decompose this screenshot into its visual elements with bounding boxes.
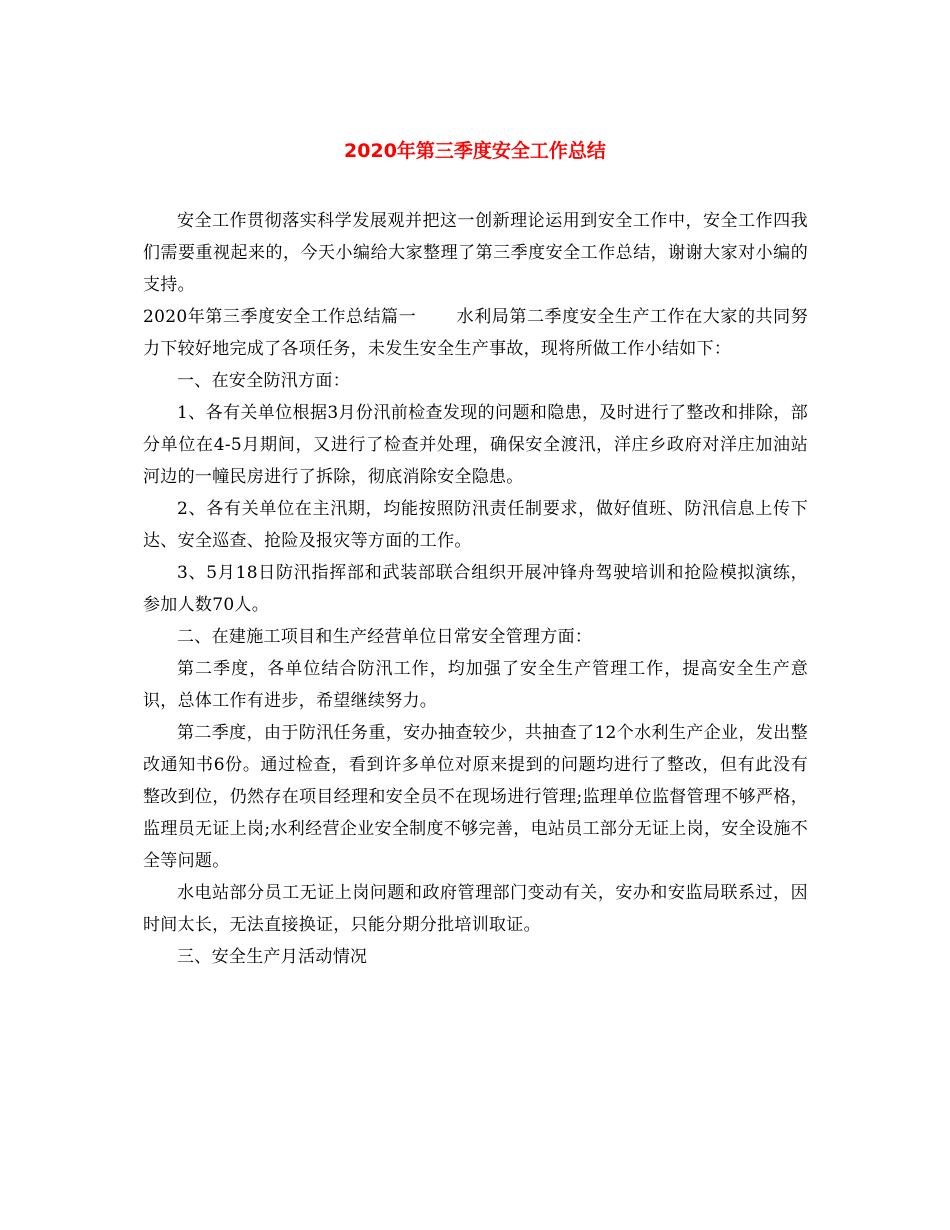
document-title: 2020年第三季度安全工作总结 [344,140,606,162]
flood-item-2: 2、各有关单位在主汛期，均能按照防汛责任制要求，做好值班、防汛信息上传下达、安全巡查、抢险及报灾等方面的工作。 [143,499,808,551]
intro-paragraph: 安全工作贯彻落实科学发展观并把这一创新理论运用到安全工作中，安全工作四我们需要重视起来的，今天小编给大家整理了第三季度安全工作总结，谢谢大家对小编的支持。 [143,211,808,295]
section-intro-text: 水利局第二季度安全生产工作在大家的共同努力下较好地完成了各项任务，未发生安全生产事故，现将所做工作小结如下： [143,307,808,359]
document-body [143,205,808,973]
heading-flood-control: 一、在安全防汛方面： [177,371,350,391]
construction-paragraph-3: 水电站部分员工无证上岗问题和政府管理部门变动有关，安办和安监局联系过，因时间太长，无法直接换证，只能分期分批培训取证。 [143,883,808,935]
construction-paragraph-1: 第二季度，各单位结合防汛工作，均加强了安全生产管理工作，提高安全生产意识，总体工作有进步，希望继续努力。 [143,659,808,711]
flood-item-1: 1、各有关单位根据3月份汛前检查发现的问题和隐患，及时进行了整改和排除，部分单位在4-5月期间，又进行了检查并处理，确保安全渡汛，洋庄乡政府对洋庄加油站河边的一幢民房进行了拆除，彻底消除安全隐患。 [143,403,808,487]
construction-paragraph-2: 第二季度，由于防汛任务重，安办抽查较少，共抽查了12个水利生产企业，发出整改通知书6份。通过检查，看到许多单位对原来提到的问题均进行了整改，但有此没有整改到位，仍然存在项目经理和安全员不在现场进行管理;监理单位监督管理不够严格，监理员无证上岗;水利经营企业安全制度不够完善，电站员工部分无证上岗，安全设施不全等问题。 [143,723,808,871]
section-heading: 2020年第三季度安全工作总结篇一 [143,307,417,327]
heading-safety-month: 三、安全生产月活动情况 [177,947,368,967]
section-paragraph [143,301,808,365]
heading-construction-safety: 二、在建施工项目和生产经营单位日常安全管理方面： [177,627,593,647]
flood-item-3: 3、5月18日防汛指挥部和武装部联合组织开展冲锋舟驾驶培训和抢险模拟演练，参加人数70人。 [143,563,808,615]
